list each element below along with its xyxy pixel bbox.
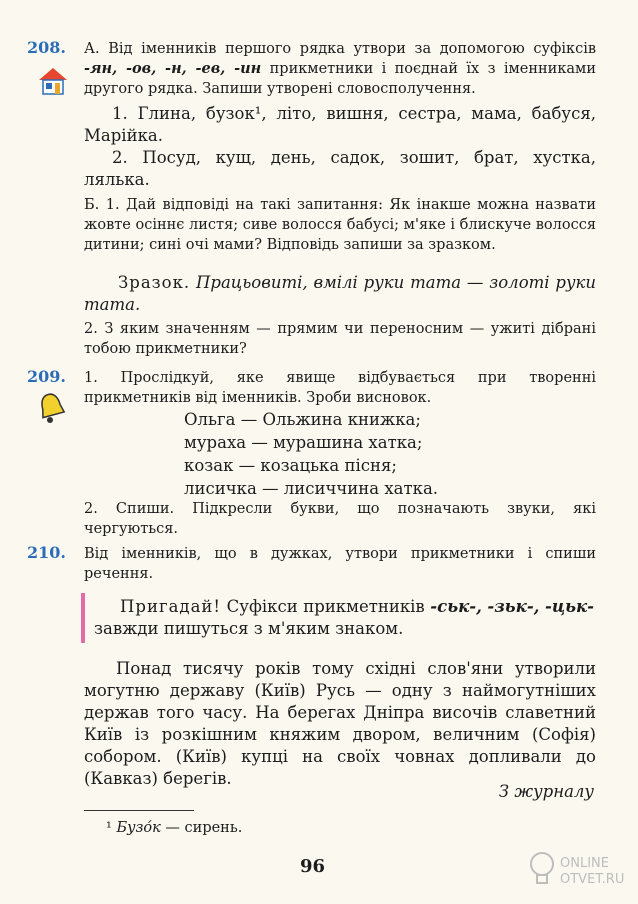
sample-block bbox=[84, 272, 596, 316]
bell-icon bbox=[37, 391, 67, 425]
footnote-word: Бузо́к bbox=[116, 820, 161, 836]
rule-label: Пригадай! bbox=[120, 597, 222, 616]
sample-text: Працьовиті, вмілі руки тата — золоті руки тата. bbox=[84, 273, 596, 314]
task-a-text-1: Від іменників першого рядка утвори за допомогою суфіксів bbox=[108, 41, 596, 57]
exercise-209-task-1: 1. Прослідкуй, яке явище відбувається при творенні прикметників від іменників. Зроби висновок. bbox=[84, 370, 596, 406]
watermark-line-1: ONLINE bbox=[560, 856, 609, 871]
suffix-list: -ян, -ов, -н, -ев, -ин bbox=[84, 60, 262, 77]
rule-suffix-2: -зьк-, bbox=[487, 597, 540, 616]
word-pair: Ольга — Ольжина книжка; bbox=[184, 410, 421, 429]
word-row-1 bbox=[84, 103, 596, 147]
word-row-2-number: 2. bbox=[112, 148, 128, 167]
passage: Понад тисячу років тому східні слов'яни утворили могутню державу (Київ) Русь — одну з наймогутніших держав того часу. На берегах Дніпра височів славетний Київ із розкішним княжим двором, величним (Софія) собором. (Київ) купці на своїх човнах допливали до (Кавказ) берегів. bbox=[84, 659, 596, 788]
exercise-208-task-b2: 2. З яким значенням — прямим чи переносним — ужиті дібрані тобою прикметники? bbox=[84, 321, 596, 357]
exercise-208-number: 208. bbox=[27, 38, 66, 57]
rule-text-2: завжди пишуться з м'яким знаком. bbox=[94, 619, 404, 638]
footnote bbox=[106, 818, 406, 838]
watermark-line-2: OTVET.RU bbox=[560, 872, 625, 887]
house-icon bbox=[37, 66, 69, 96]
page-number: 96 bbox=[300, 856, 326, 877]
word-pair: лисичка — лисиччина хатка. bbox=[184, 479, 439, 498]
rule-bar bbox=[81, 593, 85, 643]
task-a-label: А. bbox=[84, 41, 100, 57]
exercise-210-number: 210. bbox=[27, 543, 66, 562]
word-row-2-text: Посуд, кущ, день, садок, зошит, брат, хустка, лялька. bbox=[84, 148, 596, 189]
rule-suffix-3: -цьк- bbox=[545, 597, 595, 616]
exercise-208-task-b: Б. 1. Дай відповіді на такі запитання: Як інакше можна назвати жовте осіннє листя; сиве волосся бабусі; м'яке і блискуче волосся дитини; сині очі мами? Відповідь запиши за зразком. bbox=[84, 197, 596, 253]
word-row-2 bbox=[84, 147, 596, 191]
rule-suffix-1: -ськ-, bbox=[430, 597, 482, 616]
lightbulb-icon bbox=[527, 850, 557, 890]
word-pairs bbox=[184, 408, 584, 500]
passage-source: З журналу bbox=[498, 782, 594, 801]
word-pair: козак — козацька пісня; bbox=[184, 456, 397, 475]
word-pair: мураха — мурашина хатка; bbox=[184, 433, 423, 452]
exercise-208-task-a bbox=[84, 39, 596, 99]
exercise-209-task-2: 2. Спиши. Підкресли букви, що позначають звуки, які чергуються. bbox=[84, 501, 596, 537]
rule-box bbox=[94, 596, 594, 640]
rule-text-1: Суфікси прикметників bbox=[226, 597, 425, 616]
watermark bbox=[560, 856, 624, 888]
footnote-divider bbox=[84, 810, 194, 811]
word-row-1-text: Глина, бузок¹, літо, вишня, сестра, мама, бабуся, Марійка. bbox=[84, 104, 596, 145]
footnote-text: — сирень. bbox=[165, 820, 243, 836]
task-a-text-2: прикметники і поєднай їх з іменниками другого рядка. Запиши утворені словосполучення. bbox=[84, 61, 596, 97]
exercise-210-task: Від іменників, що в дужках, утвори прикметники і спиши речення. bbox=[84, 546, 596, 582]
word-row-1-number: 1. bbox=[112, 104, 128, 123]
exercise-209-number: 209. bbox=[27, 367, 66, 386]
sample-label: Зразок. bbox=[118, 273, 191, 292]
footnote-mark: ¹ bbox=[106, 820, 112, 836]
